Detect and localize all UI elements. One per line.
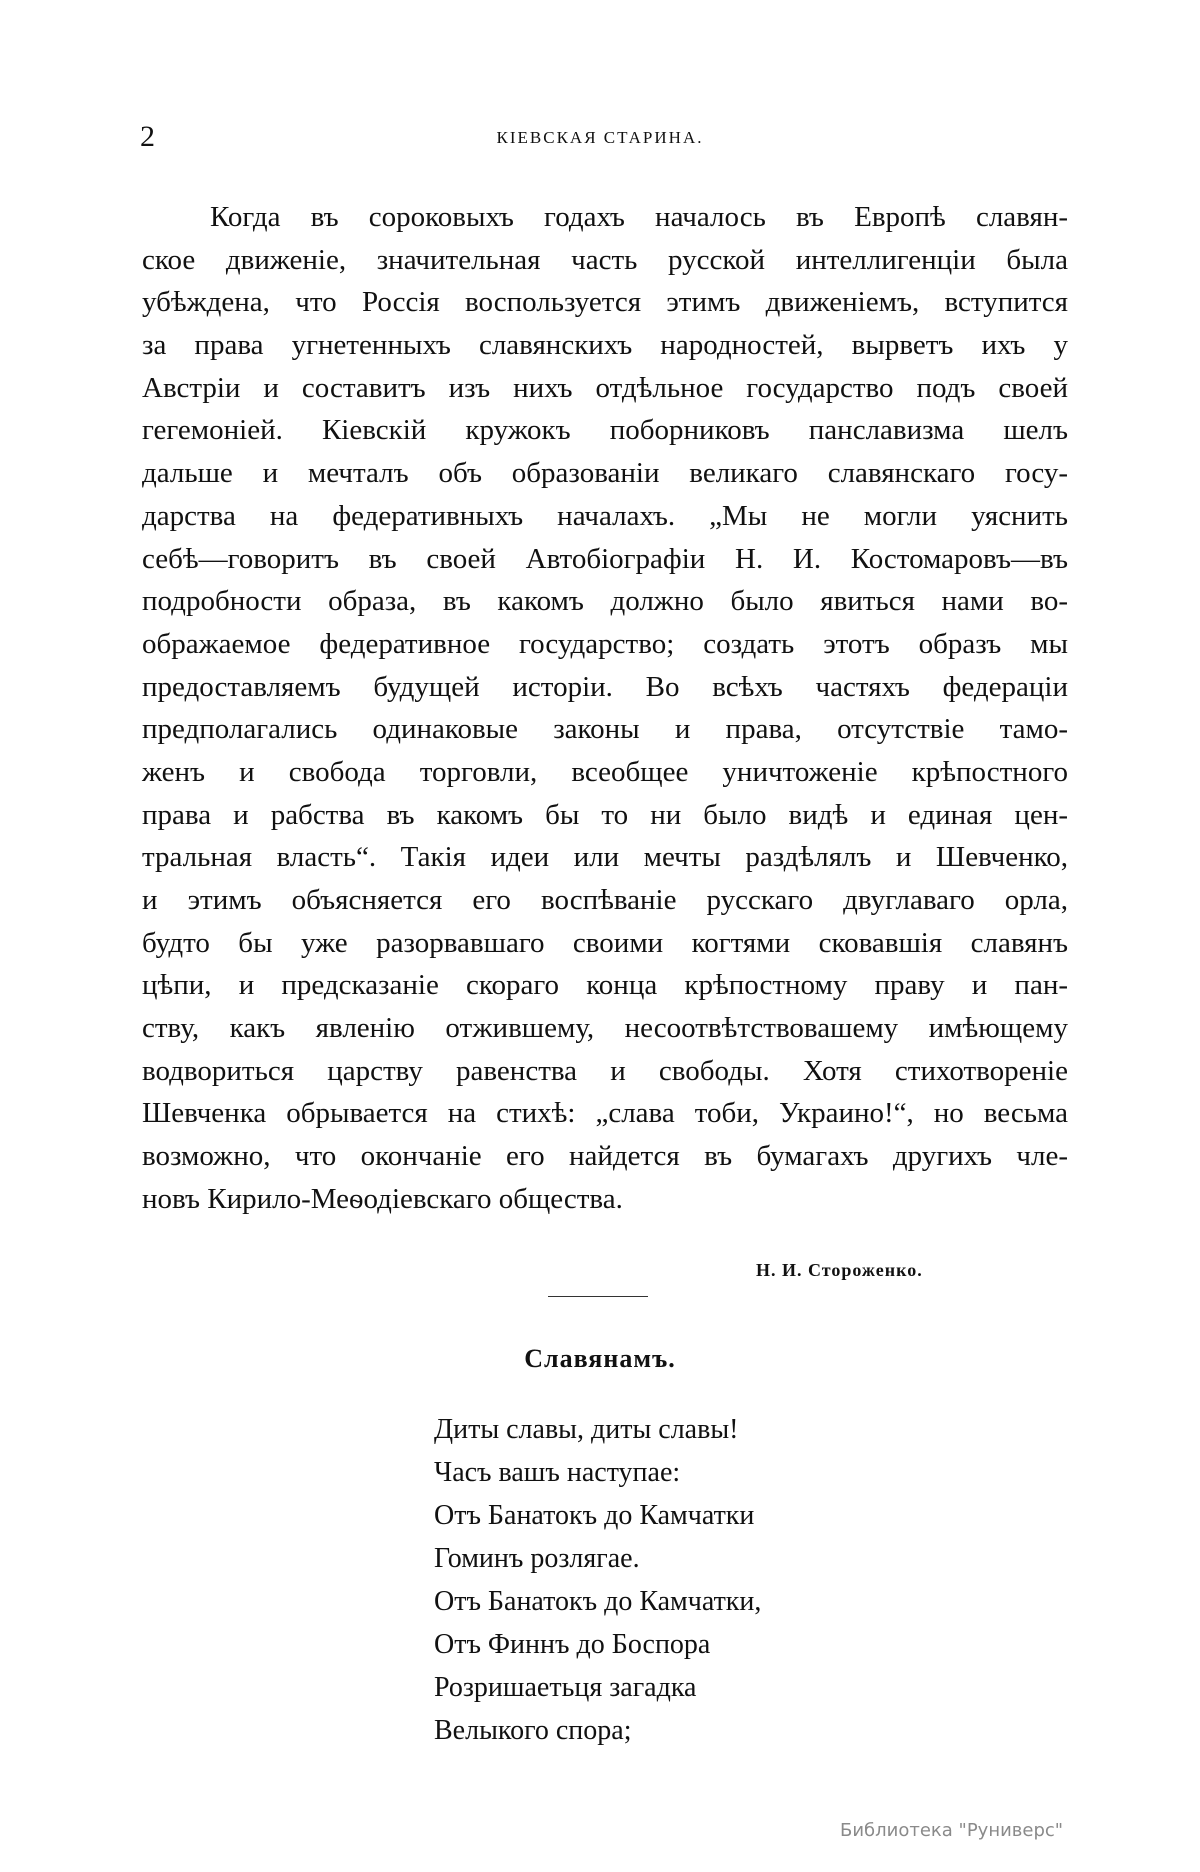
text-line: ству, какъ явленію отжившему, несоотвѣтствовашему имѣющему (142, 1012, 1068, 1045)
poem-line: Гоминъ розлягае. (434, 1543, 640, 1574)
body-text (142, 196, 1068, 1221)
poem-line: Розришаетьця загадка (434, 1672, 697, 1703)
poem-line: Отъ Банатокъ до Камчатки, (434, 1586, 762, 1617)
text-line: цѣпи, и предсказаніе скораго конца крѣпостному праву и пан- (142, 969, 1068, 1002)
text-line: женъ и свобода торговли, всеобщее уничтоженіе крѣпостного (142, 755, 1068, 788)
text-line: Шевченка обрывается на стихѣ: „слава тоби, Украино!“, но весьма (142, 1097, 1068, 1130)
text-line: подробности образа, въ какомъ должно было явиться нами во- (142, 585, 1068, 618)
poem-line: Отъ Банатокъ до Камчатки (434, 1500, 755, 1531)
running-title: КІЕВСКАЯ СТАРИНА. (496, 128, 704, 147)
text-line: права и рабства въ какомъ бы то ни было видѣ и единая цен- (142, 798, 1068, 831)
text-line: Когда въ сороковыхъ годахъ началось въ Европѣ славян- (210, 201, 1068, 233)
text-line: ображаемое федеративное государство; создать этотъ образъ мы (142, 627, 1068, 660)
text-line: новъ Кирило-Меѳодіевскаго общества. (142, 1182, 623, 1215)
text-line: и этимъ объясняется его воспѣваніе русскаго двуглаваго орла, (142, 884, 1068, 916)
poem-line: Диты славы, диты славы! (434, 1414, 739, 1445)
text-line: дальше и мечталъ объ образованіи великаго славянскаго госу- (142, 457, 1068, 490)
text-line: предполагались одинаковые законы и права, отсутствіе тамо- (142, 713, 1068, 746)
text-line: предоставляемъ будущей исторіи. Во всѣхъ частяхъ федераціи (142, 670, 1068, 703)
text-line: возможно, что окончаніе его найдется въ бумагахъ другихъ чле- (142, 1140, 1068, 1173)
poem-line: Велыкого спора; (434, 1715, 632, 1746)
text-line: тральная власть“. Такія идеи или мечты раздѣлялъ и Шевченко, (142, 841, 1068, 874)
section-divider (548, 1296, 648, 1297)
text-line: будто бы уже разорвавшаго своими когтями сковавшія славянъ (142, 926, 1068, 959)
text-line: ское движеніе, значительная часть русской интеллигенціи была (142, 243, 1068, 276)
text-line: за права угнетенныхъ славянскихъ народностей, вырветъ ихъ у (142, 329, 1068, 362)
poem-line: Отъ Финнъ до Боспора (434, 1629, 711, 1660)
poem-title: Славянамъ. (524, 1344, 676, 1373)
text-line: Австріи и составитъ изъ нихъ отдѣльное государство подъ своей (142, 371, 1068, 404)
page-number: 2 (140, 120, 155, 153)
text-line: себѣ—говоритъ въ своей Автобіографіи Н. И. Костомаровъ—въ (142, 542, 1068, 575)
text-line: убѣждена, что Россія воспользуется этимъ движеніемъ, вступится (142, 286, 1068, 319)
poem-line: Часъ вашъ наступае: (434, 1457, 681, 1488)
author-signature: Н. И. Стороженко. (756, 1260, 923, 1280)
library-watermark: Библиотека "Руниверс" (840, 1820, 1064, 1841)
text-line: гегемоніей. Кіевскій кружокъ поборниковъ панславизма шелъ (142, 414, 1068, 447)
text-line: водвориться царству равенства и свободы. Хотя стихотвореніе (142, 1054, 1068, 1087)
text-line: дарства на федеративныхъ началахъ. „Мы не могли уяснить (142, 499, 1068, 532)
poem-verse (434, 1408, 761, 1752)
